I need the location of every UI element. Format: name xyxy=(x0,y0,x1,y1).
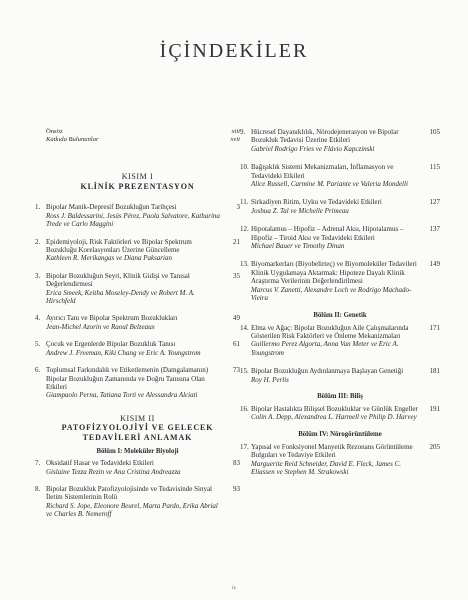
chapter-body xyxy=(251,443,426,477)
chapter-title: Oksidatif Hasar ve Tedavideki Etkileri xyxy=(46,459,154,468)
chapter-title: Ayırıcı Tanı ve Bipolar Spektrum Bozuklukları xyxy=(46,314,178,323)
front-page: xvii xyxy=(230,136,240,144)
chapter-title: Hücresel Dayanıklılık, Nörodejenerasyon ve Bipolar Bozukluk Tedavisi Üzerine Etkileri xyxy=(251,128,399,145)
chapter-authors: Marcus V. Zanetti, Alexandre Loch ve Rodrigo Machado-Vieira xyxy=(251,285,412,303)
chapter-authors: Kathleen R. Merikangas ve Diana Paksarian xyxy=(46,254,172,263)
chapter-number: 10. xyxy=(240,163,249,172)
chapter-authors: Guillermo Perez Algorta, Anna Van Meter ve Eric A. Youngstrom xyxy=(251,340,399,357)
section-heading: Bölüm III: Biliş xyxy=(317,392,363,400)
chapter-authors: Ross J. Baldessarini, Jesús Pérez, Paola Salvatore, Katharina Trede ve Carlo Maggini xyxy=(46,211,220,229)
part-label: KISIM II xyxy=(120,413,155,423)
chapter-number: 17. xyxy=(240,442,249,451)
chapter-page: 205 xyxy=(429,442,440,451)
chapter-body xyxy=(251,260,426,302)
toc-entry xyxy=(35,238,240,263)
toc-entry xyxy=(35,485,240,519)
part-heading xyxy=(35,172,240,191)
chapter-page: 21 xyxy=(233,237,240,246)
chapter-authors: Roy H. Perlis xyxy=(251,375,289,384)
chapter-page: 105 xyxy=(429,128,440,136)
chapter-number: 9. xyxy=(240,128,246,136)
part-heading xyxy=(35,414,240,443)
chapter-body xyxy=(46,238,226,263)
chapter-body xyxy=(46,314,226,331)
toc-entry xyxy=(240,198,440,215)
toc-entry xyxy=(240,405,440,422)
left-column xyxy=(35,128,240,528)
chapter-number: 14. xyxy=(240,323,249,332)
chapter-number: 12. xyxy=(240,225,249,234)
toc-entry xyxy=(35,366,240,400)
section-heading: Bölüm IV: Nörogörüntüleme xyxy=(298,430,382,438)
chapter-title: Biyomarkerları (Biyobelirteç) ve Biyomoleküler Tedavileri Klinik Uygulamaya Aktarmak: Hipoteze Dayalı Klinik Araştırma Verilerinin Değerlendirilmesi xyxy=(251,260,417,286)
chapter-title: Bipolar Bozukluk Patofizyolojisinde ve Tedavisinde Sinyal İletim Sistemlerinin Rolü xyxy=(46,485,212,502)
chapter-title: Çocuk ve Ergenlerde Bipolar Bozukluk Tanısı xyxy=(46,340,176,349)
page-title: İÇİNDEKİLER xyxy=(159,40,309,62)
toc-entry xyxy=(240,260,440,302)
chapter-authors: Michael Bauer ve Timothy Dinan xyxy=(251,242,345,251)
toc-entry xyxy=(240,128,440,153)
chapter-page: 115 xyxy=(429,163,440,172)
chapter-title: Toplumsal Farkındalık ve Etiketlemenin (Damgalamanın) Bipolar Bozukluğun Zamanında ve Doğru Tanısına Olan Etkileri xyxy=(46,366,209,391)
chapter-authors: Richard S. Jope, Eleonore Beurel, Marta Pardo, Erika Abrial ve Charles B. Nemeroff xyxy=(46,501,218,519)
chapter-body xyxy=(46,340,226,357)
chapter-page: 149 xyxy=(429,260,440,269)
toc-entry xyxy=(240,367,440,384)
chapter-page: 49 xyxy=(233,314,240,323)
chapter-number: 4. xyxy=(35,314,41,323)
right-column xyxy=(240,128,440,482)
chapter-number: 7. xyxy=(35,459,41,468)
chapter-page: 3 xyxy=(236,203,240,212)
toc-entry xyxy=(35,340,240,357)
toc-entry xyxy=(240,225,440,250)
section-heading: Bölüm II: Genetik xyxy=(313,311,367,319)
chapter-body xyxy=(251,198,426,215)
chapter-page: 35 xyxy=(233,271,240,280)
chapter-number: 2. xyxy=(35,237,41,246)
front-matter-contributors xyxy=(35,136,240,144)
chapter-number: 16. xyxy=(240,404,249,413)
chapter-body xyxy=(46,485,226,519)
part-label: KISIM I xyxy=(121,172,154,182)
chapter-page: 61 xyxy=(233,340,240,349)
chapter-page: 93 xyxy=(233,485,240,494)
chapter-number: 11. xyxy=(240,198,249,207)
chapter-body xyxy=(251,405,426,422)
chapter-page: 171 xyxy=(429,323,440,332)
chapter-title: Yapısal ve Fonksiyonel Manyetik Rezonans Görüntüleme Bulguları ve Tedaviye Etkileri xyxy=(251,442,413,460)
chapter-title: Bipolar Bozukluğun Seyri, Klinik Gidişi ve Tanısal Değerlendirmesi xyxy=(46,271,190,289)
chapter-page: 127 xyxy=(429,198,440,207)
chapter-body xyxy=(251,367,426,384)
chapter-number: 3. xyxy=(35,271,41,280)
chapter-page: 83 xyxy=(233,459,240,468)
chapter-title: Bipolar Hastalıkta Bilişsel Bozukluklar ve Günlük Engeller xyxy=(251,404,418,413)
chapter-number: 5. xyxy=(35,340,41,349)
chapter-page: 137 xyxy=(429,225,440,234)
chapter-number: 13. xyxy=(240,260,249,269)
toc-entry xyxy=(240,163,440,188)
part-title: TEDAVİLERİ ANLAMAK xyxy=(82,432,193,442)
chapter-body xyxy=(251,163,426,188)
chapter-number: 15. xyxy=(240,367,249,376)
chapter-body xyxy=(46,366,226,400)
chapter-body xyxy=(251,225,426,250)
front-page: xiii xyxy=(231,128,240,135)
toc-entry xyxy=(35,459,240,476)
toc-entry xyxy=(240,324,440,358)
toc-entry xyxy=(35,203,240,228)
chapter-body xyxy=(46,459,226,476)
chapter-title: Sirkadiyen Ritim, Uyku ve Tedavideki Etkileri xyxy=(251,198,382,207)
chapter-authors: Gislaine Tezza Rezin ve Ana Cristina Andreazza xyxy=(46,467,181,476)
front-title: Önsöz xyxy=(46,128,63,135)
page-number: ix xyxy=(232,586,236,591)
chapter-page: 73 xyxy=(233,366,240,375)
chapter-authors: Erica Smeek, Keitha Moseley-Dendy ve Robert M. A. Hirschfeld xyxy=(46,288,195,306)
chapter-authors: Colin A. Depp, Alexandrea L. Harmell ve Philip D. Harvey xyxy=(251,413,417,422)
chapter-title: Bağışıklık Sistemi Mekanizmaları, İnflamasyon ve Tedavideki Etkileri xyxy=(251,163,394,180)
chapter-authors: Alice Russell, Carmine M. Pariante ve Valeria Mondelli xyxy=(251,180,408,189)
chapter-authors: Giampaolo Perna, Tatiana Torti ve Alessandra Alciati xyxy=(46,391,198,400)
chapter-title: Elma ve Ağaç: Bipolar Bozukluğun Aile Çalışmalarında Gösterilen Risk Faktörleri ve Önleme Mekanizmaları xyxy=(251,323,409,340)
section-heading: Bölüm I: Moleküler Biyoloji xyxy=(96,448,179,456)
part-title: PATOFİZYOLOJİYİ VE GELECEK xyxy=(61,423,214,433)
chapter-authors: Andrew J. Freeman, Kiki Chang ve Eric A. Youngstrom xyxy=(46,348,201,357)
chapter-authors: Joshua Z. Tal ve Michelle Primeau xyxy=(251,206,349,215)
chapter-body xyxy=(46,203,226,228)
toc-entry xyxy=(35,314,240,331)
chapter-page: 181 xyxy=(429,367,440,376)
chapter-title: Hipotalamus – Hipofiz – Adrenal Aksı, Hipotalamus – Hipofiz – Tiroid Aksı ve Tedavideki Etkileri xyxy=(251,225,404,242)
chapter-page: 191 xyxy=(429,404,440,413)
chapter-title: Epidemiyoloji, Risk Faktörleri ve Bipolar Spektrum Bozukluğu Korelasyonları Üzerine Güncelleme xyxy=(46,237,192,255)
chapter-authors: Marguerite Reid Schneider, David E. Fleck, James C. Eliassen ve Stephen M. Strakowski xyxy=(251,459,402,476)
chapter-number: 6. xyxy=(35,366,41,375)
chapter-number: 8. xyxy=(35,485,41,494)
chapter-title: Bipolar Manik-Depresif Bozukluğun Tarihçesi xyxy=(46,203,177,212)
chapter-title: Bipolar Bozukluğun Aydınlanmaya Başlayan Genetiği xyxy=(251,367,404,376)
front-matter-preface xyxy=(35,128,240,136)
chapter-authors: Jean-Michel Azorin ve Raoul Belzeaux xyxy=(46,322,155,331)
chapter-authors: Gabriel Rodrigo Fries ve Flávio Kapczinski xyxy=(251,144,375,153)
part-title: KLİNİK PREZENTASYON xyxy=(80,181,195,191)
toc-entry xyxy=(35,272,240,306)
chapter-body xyxy=(251,324,426,358)
toc-entry xyxy=(240,443,440,477)
chapter-number: 1. xyxy=(35,203,41,212)
chapter-body xyxy=(46,272,226,306)
front-title: Katkıda Bulunanlar xyxy=(46,136,99,144)
chapter-body xyxy=(251,128,426,153)
